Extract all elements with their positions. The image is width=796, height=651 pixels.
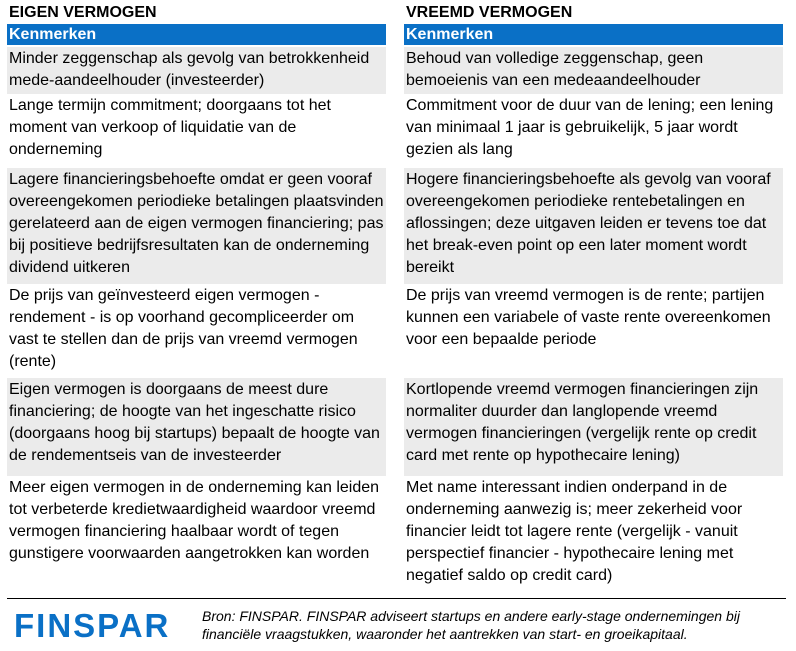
equity-row-3: Lagere financieringsbehoefte omdat er geen vooraf overeengekomen periodieke betalingen plaatsvinden gerelateerd aan de eigen vermogen financiering; pas bij positieve bedrijfsresultaten kan de onderneming dividend uitkeren — [7, 168, 386, 284]
equity-row-6: Meer eigen vermogen in de onderneming kan leiden tot verbeterde kredietwaardigheid waardoor vreemd vermogen financiering haalbaar wordt of tegen gunstigere voorwaarden aangetrokken kan worden — [7, 476, 386, 591]
debt-title: VREEMD VERMOGEN — [406, 4, 573, 21]
equity-column — [7, 0, 386, 591]
equity-row-4: De prijs van geïnvesteerd eigen vermogen - rendement - is op voorhand gecompliceerder om vast te stellen dan de prijs van vreemd vermogen (rente) — [7, 284, 386, 378]
logo-text: FINSPAR — [14, 607, 171, 644]
debt-row-5: Kortlopende vreemd vermogen financieringen zijn normaliter duurder dan langlopende vreemd vermogen financieringen (vergelijk rente op credit card met rente op hypothecaire lening) — [404, 378, 783, 476]
debt-row-3: Hogere financieringsbehoefte als gevolg van vooraf overeengekomen periodieke rentebetalingen en aflossingen; deze uitgaven leiden er tevens toe dat het break-even point op een later moment wordt bereikt — [404, 168, 783, 284]
debt-row-6: Met name interessant indien onderpand in de onderneming aanwezig is; meer zekerheid voor financier leidt tot lagere rente (vergelijk - vanuit perspectief financier - hypothecaire lening met negatief saldo op credit card) — [404, 476, 783, 591]
debt-header: Kenmerken — [404, 24, 783, 45]
equity-row-5: Eigen vermogen is doorgaans de meest dure financiering; de hoogte van het ingeschatte risico (doorgaans hoog bij startups) bepaalt de hoogte van de rendementseis van de investeerder — [7, 378, 386, 476]
equity-row-2: Lange termijn commitment; doorgaans tot het moment van verkoop of liquidatie van de onderneming — [7, 94, 386, 168]
equity-row-1: Minder zeggenschap als gevolg van betrokkenheid mede-aandeelhouder (investeerder) — [7, 47, 386, 94]
debt-column — [404, 0, 783, 591]
footer-divider — [7, 598, 786, 599]
equity-header: Kenmerken — [7, 24, 386, 45]
debt-row-2: Commitment voor de duur van de lening; een lening van minimaal 1 jaar is gebruikelijk, 5 jaar wordt gezien als lang — [404, 94, 783, 168]
source-note: Bron: FINSPAR. FINSPAR adviseert startups en andere early-stage ondernemingen bij financiële vraagstukken, waaronder het aantrekken van start- en groeikapitaal. — [202, 608, 740, 642]
debt-row-1: Behoud van volledige zeggenschap, geen bemoeienis van een medeaandeelhouder — [404, 47, 783, 94]
debt-row-4: De prijs van vreemd vermogen is de rente; partijen kunnen een variabele of vaste rente overeenkomen voor een bepaalde periode — [404, 284, 783, 378]
finspar-logo — [14, 604, 184, 644]
equity-title: EIGEN VERMOGEN — [9, 4, 157, 21]
